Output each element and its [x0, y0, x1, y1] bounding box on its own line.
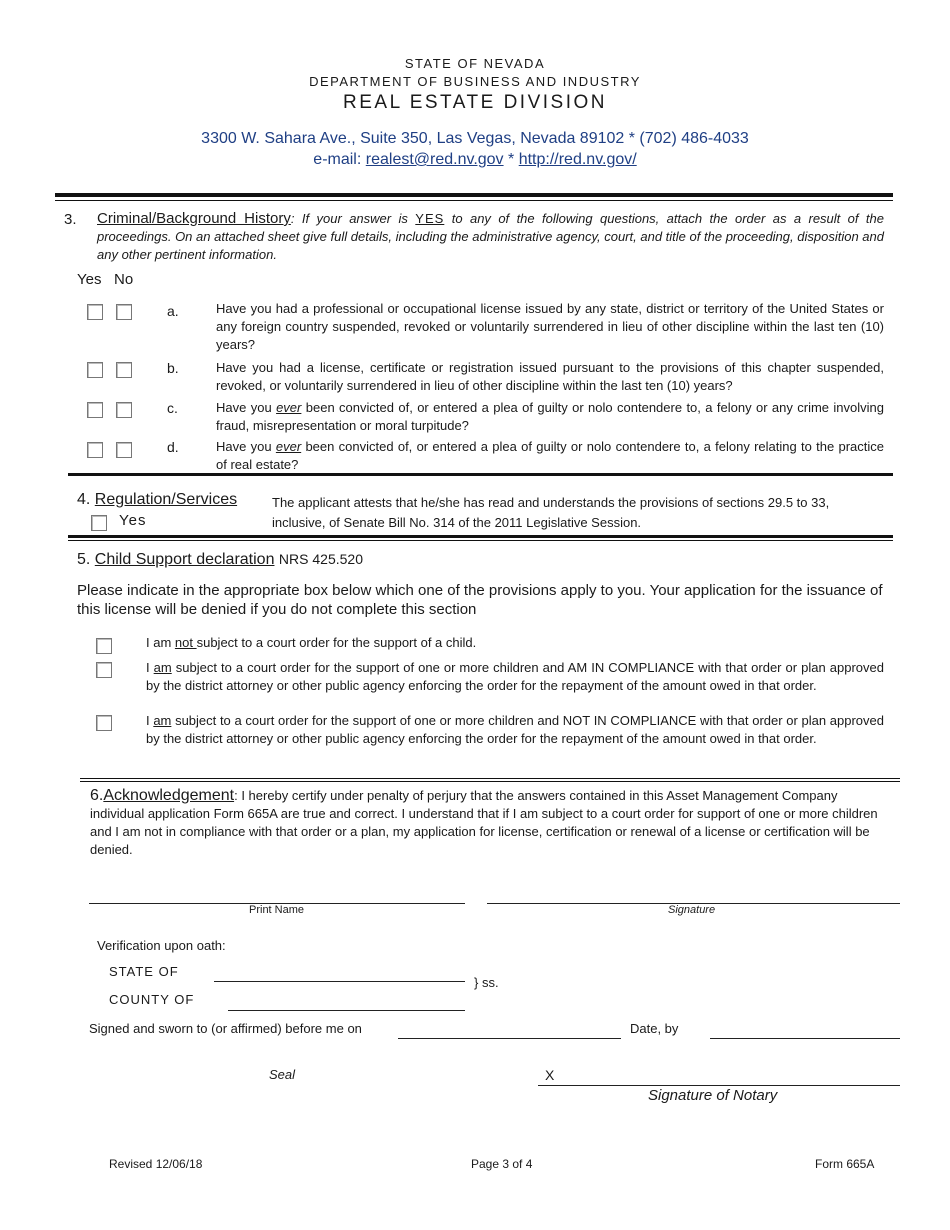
state-of-line[interactable] — [214, 981, 465, 982]
section3-divider — [68, 473, 893, 476]
section3-title: Criminal/Background History — [97, 210, 291, 227]
q-c-text: Have you ever been convicted of, or entered a plea of guilty or nolo contendere to, a felony or any crime involving fraud, misrepresentation or moral turpitude? — [216, 400, 884, 433]
q-d-ever: ever — [275, 439, 302, 454]
date-by-line[interactable] — [710, 1038, 900, 1039]
yes-column-label: Yes — [77, 271, 102, 288]
print-name-label: Print Name — [249, 904, 305, 916]
q-b-yes-checkbox[interactable] — [87, 362, 103, 378]
section4-text: The applicant attests that he/she has read and understands the provisions of sections 29.5 to 33, inclusive, of Senate Bill No. 314 of the 2011 Legislative Session. — [272, 495, 830, 530]
section3-intro-a: : If your answer is — [290, 211, 416, 226]
section6-title: Acknowledgement — [103, 787, 235, 804]
notary-x-mark: X — [545, 1067, 555, 1083]
notary-signature-line[interactable] — [538, 1085, 900, 1086]
header-divider-thin — [55, 200, 893, 201]
q-c-yes-checkbox[interactable] — [87, 402, 103, 418]
county-of-label: COUNTY OF — [109, 992, 195, 1007]
footer-form: Form 665A — [815, 1157, 875, 1171]
section4-divider-thin — [68, 540, 893, 541]
q-a-no-checkbox[interactable] — [116, 304, 132, 320]
email-label: e-mail: — [313, 151, 362, 168]
header-address: 3300 W. Sahara Ave., Suite 350, Las Vegas, Nevada 89102 * (702) 486-4033 — [201, 130, 749, 147]
footer-page: Page 3 of 4 — [471, 1157, 533, 1171]
state-of-label: STATE OF — [109, 964, 179, 979]
email-link[interactable]: realest@red.nv.gov — [365, 151, 504, 168]
header-division: REAL ESTATE DIVISION — [343, 92, 607, 113]
section5-statute: NRS 425.520 — [278, 551, 363, 567]
child-support-not-subject-checkbox[interactable] — [96, 638, 112, 654]
child-support-in-compliance-checkbox[interactable] — [96, 662, 112, 678]
q-b-letter: b. — [167, 360, 179, 376]
header-contact — [0, 151, 950, 169]
section5-divider — [80, 778, 900, 779]
section5-title: Child Support declaration — [94, 551, 275, 568]
notary-signature-label: Signature of Notary — [648, 1087, 778, 1104]
q-d-yes-checkbox[interactable] — [87, 442, 103, 458]
sworn-date-line[interactable] — [398, 1038, 621, 1039]
section4-heading: 4. Regulation/Services — [77, 491, 238, 508]
section5-divider-b — [80, 781, 900, 782]
footer-revised: Revised 12/06/18 — [109, 1157, 203, 1171]
q-c-ever: ever — [276, 400, 302, 415]
signature-label: Signature — [668, 904, 716, 916]
child-support-not-in-compliance-checkbox[interactable] — [96, 715, 112, 731]
q-c-no-checkbox[interactable] — [116, 402, 132, 418]
child-support-opt3-text: I am subject to a court order for the support of one or more children and NOT IN COMPLIANCE with that order or plan approved by the district attorney or other public agency enforcing the order for the repayment of the amount owed in that order. — [146, 713, 884, 746]
q-a-yes-checkbox[interactable] — [87, 304, 103, 320]
contact-separator: * — [508, 151, 515, 168]
date-by-label: Date, by — [630, 1021, 679, 1036]
county-of-line[interactable] — [228, 1010, 465, 1011]
section3-yes-word: YES — [415, 211, 445, 226]
q-b-text: Have you had a license, certificate or registration issued pursuant to the provisions of this chapter suspended, revoked, or voluntarily surrendered in lieu of other discipline within the last ten (10) years? — [216, 360, 884, 393]
section4-yes-checkbox[interactable] — [91, 515, 107, 531]
seal-label: Seal — [269, 1067, 296, 1082]
section3-number: 3. — [64, 211, 77, 228]
header-state: STATE OF NEVADA — [404, 56, 546, 71]
q-d-text: Have you ever been convicted of, or entered a plea of guilty or nolo contendere to, a felony relating to the practice of real estate? — [216, 439, 884, 472]
section5-instructions: Please indicate in the appropriate box below which one of the provisions apply to you. Your application for the issuance of this license will be denied if you do not complete this section — [77, 582, 883, 618]
q-a-text: Have you had a professional or occupational license issued by any state, district or territory of the United States or any foreign country suspended, revoked or voluntarily surrendered in lieu of other discipline within the last ten (10) years? — [216, 301, 884, 352]
section3-intro-b: to any of the following questions, attach the order as a result of the proceedings. On an attached sheet give full details, including the administrative agency, court, and title of the proceeding, disposition and any other pertinent information. — [97, 211, 884, 262]
no-column-label: No — [114, 271, 134, 288]
q-d-letter: d. — [167, 439, 179, 455]
q-b-no-checkbox[interactable] — [116, 362, 132, 378]
q-a-letter: a. — [167, 303, 179, 319]
section3-intro — [97, 210, 884, 264]
ss-bracket: } ss. — [474, 975, 499, 990]
verification-label: Verification upon oath: — [97, 938, 226, 953]
sworn-label: Signed and sworn to (or affirmed) before me on — [89, 1021, 362, 1036]
website-link[interactable]: http://red.nv.gov/ — [518, 151, 637, 168]
section4-title: Regulation/Services — [94, 491, 238, 508]
section4-divider — [68, 535, 893, 538]
header-divider — [55, 193, 893, 197]
header-department: DEPARTMENT OF BUSINESS AND INDUSTRY — [309, 74, 641, 89]
child-support-opt1-text: I am not subject to a court order for the support of a child. — [146, 635, 477, 650]
section5-heading: 5. Child Support declaration NRS 425.520 — [77, 551, 363, 568]
q-d-no-checkbox[interactable] — [116, 442, 132, 458]
child-support-opt2-text: I am subject to a court order for the support of one or more children and AM IN COMPLIANCE with that order or plan approved by the district attorney or other public agency enforcing the order for the repayment of the amount owed in that order. — [146, 660, 884, 693]
q-c-letter: c. — [167, 400, 178, 416]
section6-text: 6.Acknowledgement: I hereby certify under penalty of perjury that the answers contained in this Asset Management Company individual application Form 665A are true and correct. I understand that if I am subject to a court order for support of one or more children and I am not in compliance with that order or a plan, my application for license, certification or renewal of a license or certification will be denied. — [90, 787, 878, 857]
section4-yes-label: Yes — [119, 512, 147, 529]
